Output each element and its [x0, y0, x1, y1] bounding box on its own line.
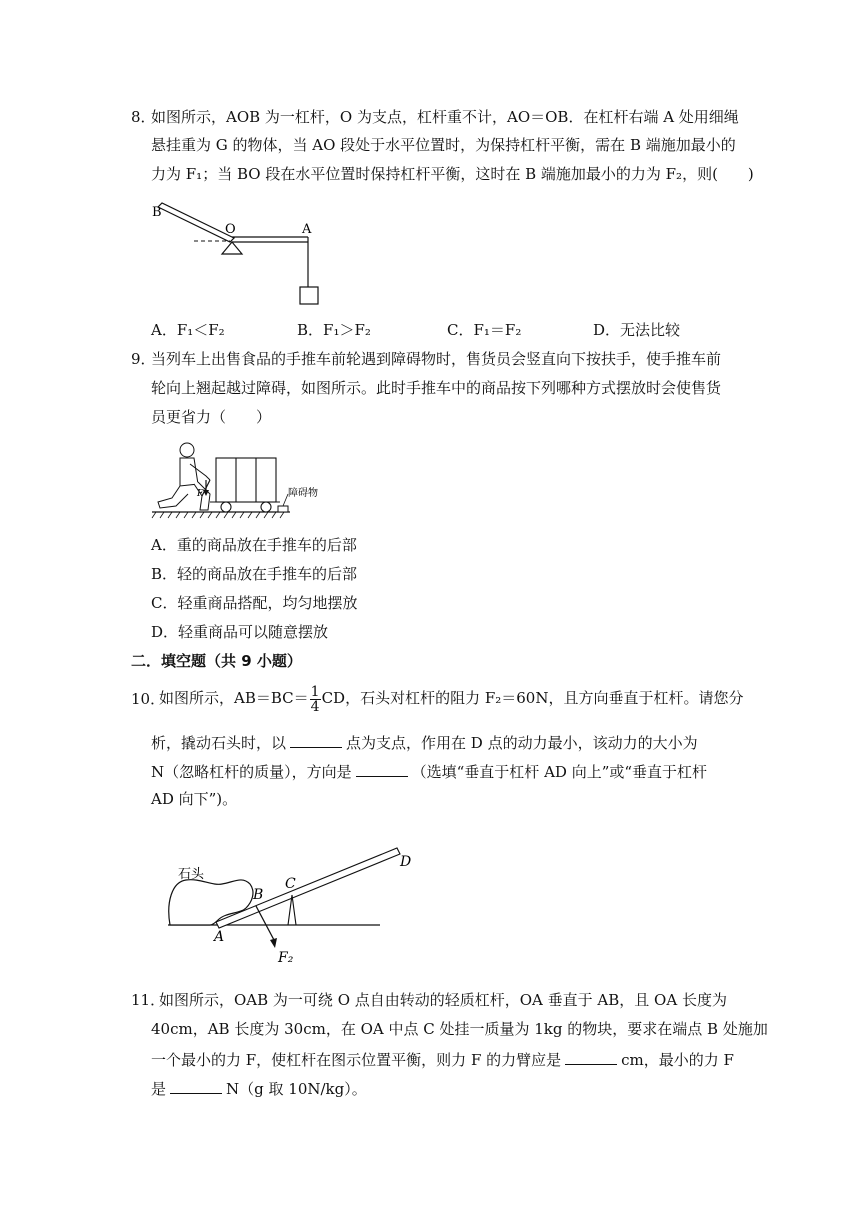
- fulcrum: [222, 242, 242, 254]
- question-text: 悬挂重为 G 的物体，当 AO 段处于水平位置时，为保持杠杆平衡，需在 B 端施加最小的: [151, 136, 736, 154]
- question-text: N（忽略杠杆的质量），方向是 （选填“垂直于杠杆 AD 向上”或“垂直于杠杆: [151, 760, 707, 782]
- question-text: 40cm，AB 长度为 30cm，在 OA 中点 C 处挂一质量为 1kg 的物块，要求在端点 B 处施加: [151, 1020, 768, 1038]
- option-a: A．重的商品放在手推车的后部: [151, 536, 357, 554]
- answer-blank[interactable]: [565, 1048, 617, 1065]
- trolley: [210, 458, 280, 512]
- weight-block: [300, 287, 318, 304]
- lever-figure-q8: [150, 198, 330, 310]
- label-a: A: [302, 222, 312, 237]
- obstacle: [278, 506, 288, 512]
- question-text: 如图所示，AB＝BC＝ $\frac{1}{4}$ CD，石头对杠杆的阻力 F₂＝60N，且方向垂直于杠杆。请您分: [159, 683, 744, 715]
- answer-blank[interactable]: [356, 760, 408, 777]
- option-d: D．轻重商品可以随意摆放: [151, 623, 329, 641]
- label-b: B: [253, 887, 264, 903]
- question-text: 当列车上出售食品的手推车前轮遇到障碍物时，售货员会竖直向下按扶手，使手推车前: [151, 350, 722, 368]
- label-b: B: [152, 205, 162, 220]
- answer-blank[interactable]: [170, 1077, 222, 1094]
- option-b: B．轻的商品放在手推车的后部: [151, 565, 358, 583]
- question-text: 轮向上翘起越过障碍，如图所示。此时手推车中的商品按下列哪种方式摆放时会使售货: [151, 379, 722, 397]
- question-text: 如图所示，OAB 为一可绕 O 点自由转动的轻质杠杆，OA 垂直于 AB，且 OA 长度为: [159, 991, 727, 1009]
- question-text: 如图所示，AOB 为一杠杆，O 为支点，杠杆重不计，AO＝OB．在杠杆右端 A 处用细绳: [151, 108, 739, 126]
- question-text: AD 向下”)。: [151, 790, 238, 808]
- option-a: A．F₁＜F₂: [151, 321, 225, 339]
- question-text: 员更省力（ ）: [151, 408, 272, 426]
- option-d: D．无法比较: [593, 321, 681, 339]
- label-a: A: [214, 929, 225, 945]
- vendor-person: [158, 443, 210, 510]
- option-c: C．F₁＝F₂: [447, 321, 522, 339]
- question-text: 析，撬动石头时，以 点为支点，作用在 D 点的动力最小，该动力的大小为: [151, 731, 698, 753]
- question-number: 10．: [131, 690, 166, 708]
- cart-figure-q9: [150, 436, 330, 522]
- force-f2-arrow: [256, 906, 274, 940]
- force-label: F: [197, 489, 204, 499]
- option-b: B．F₁＞F₂: [297, 321, 371, 339]
- answer-blank[interactable]: [290, 731, 342, 748]
- obstacle-label: 障碍物: [288, 488, 318, 499]
- fraction: $\frac{1}{4}$: [310, 683, 320, 715]
- question-text: 是 N（g 取 10N/kg）。: [151, 1077, 367, 1099]
- option-c: C．轻重商品搭配，均匀地摆放: [151, 594, 358, 612]
- lever-arm-ob: [158, 203, 234, 242]
- label-f2: F₂: [278, 950, 294, 966]
- section-heading: 二．填空题（共 9 小题）: [131, 652, 302, 670]
- stone-label: 石头: [178, 867, 205, 882]
- question-number: 8．: [131, 108, 156, 126]
- label-d: D: [400, 854, 412, 870]
- question-text: 力为 F₁；当 BO 段在水平位置时保持杠杆平衡，这时在 B 端施加最小的力为 F₂，则( ): [151, 165, 754, 183]
- question-number: 11．: [131, 991, 166, 1009]
- label-c: C: [285, 876, 296, 892]
- question-number: 9．: [131, 350, 156, 368]
- question-text: 一个最小的力 F，使杠杆在图示位置平衡，则力 F 的力臂应是 cm，最小的力 F: [151, 1048, 734, 1070]
- lever-stone-figure-q10: [160, 840, 425, 970]
- label-o: O: [225, 222, 236, 237]
